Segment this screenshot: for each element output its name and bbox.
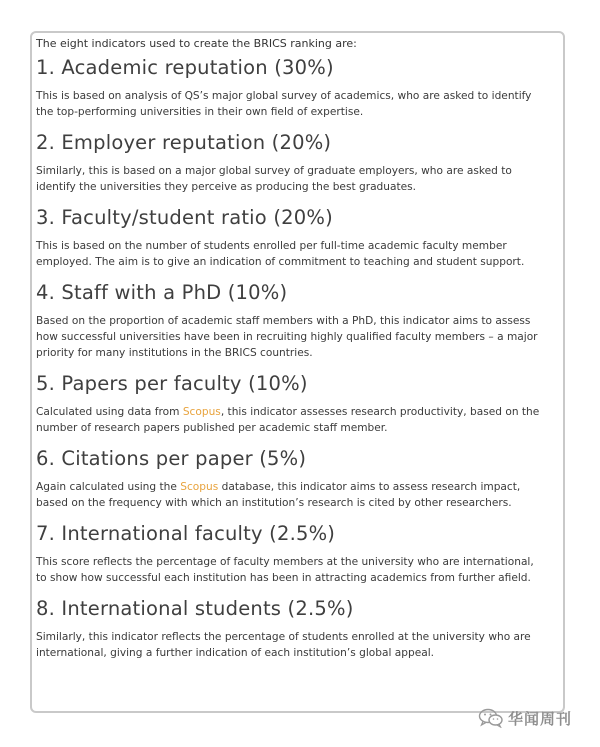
description-line bbox=[36, 404, 563, 420]
indicator-section bbox=[36, 372, 563, 436]
indicator-section bbox=[36, 206, 563, 270]
description-text: Similarly, this indicator reflects the percentage of students enrolled at the university who are bbox=[36, 631, 531, 643]
description-text: number of research papers published per academic staff member. bbox=[36, 422, 388, 434]
indicator-section bbox=[36, 447, 563, 511]
description-text: to show how successful each institution has been in attracting academics from further afield. bbox=[36, 572, 531, 584]
indicator-heading: 4. Staff with a PhD (10%) bbox=[36, 281, 288, 304]
description-text: This is based on the number of students enrolled per full-time academic faculty member bbox=[36, 240, 507, 252]
watermark-text: 华闻周刊 bbox=[508, 709, 573, 728]
indicator-description bbox=[36, 629, 563, 661]
content-panel bbox=[30, 31, 565, 713]
indicator-description bbox=[36, 238, 563, 270]
description-text: Based on the proportion of academic staff members with a PhD, this indicator aims to assess bbox=[36, 315, 531, 327]
description-line bbox=[36, 479, 563, 495]
description-text: based on the frequency with which an institution’s research is cited by other researchers. bbox=[36, 497, 512, 509]
description-text: Similarly, this is based on a major global survey of graduate employers, who are asked to bbox=[36, 165, 512, 177]
description-line bbox=[36, 313, 563, 329]
description-text: identify the universities they perceive as producing the best graduates. bbox=[36, 181, 417, 193]
indicator-heading: 2. Employer reputation (20%) bbox=[36, 131, 332, 154]
scopus-link[interactable]: Scopus bbox=[182, 406, 221, 418]
description-line bbox=[36, 629, 563, 645]
description-text: Calculated using data from bbox=[36, 406, 183, 418]
watermark bbox=[478, 707, 572, 729]
description-line bbox=[36, 495, 563, 511]
indicator-section bbox=[36, 131, 563, 195]
description-text: , this indicator assesses research productivity, based on the bbox=[220, 406, 540, 418]
description-line bbox=[36, 570, 563, 586]
indicator-section bbox=[36, 522, 563, 586]
indicator-heading: 1. Academic reputation (30%) bbox=[36, 56, 334, 79]
indicator-list bbox=[36, 56, 563, 661]
description-text: Again calculated using the bbox=[36, 481, 181, 493]
description-line bbox=[36, 345, 563, 361]
indicator-description bbox=[36, 404, 563, 436]
indicator-section bbox=[36, 597, 563, 661]
description-text: priority for many institutions in the BRICS countries. bbox=[36, 347, 313, 359]
description-text: This is based on analysis of QS’s major global survey of academics, who are asked to identify bbox=[36, 90, 532, 102]
indicator-section bbox=[36, 56, 563, 120]
description-line bbox=[36, 554, 563, 570]
indicator-heading: 7. International faculty (2.5%) bbox=[36, 522, 336, 545]
indicator-description bbox=[36, 479, 563, 511]
indicator-description bbox=[36, 313, 563, 361]
description-line bbox=[36, 329, 563, 345]
indicator-heading: 8. International students (2.5%) bbox=[36, 597, 354, 620]
description-line bbox=[36, 88, 563, 104]
indicator-section bbox=[36, 281, 563, 361]
description-text: employed. The aim is to give an indication of commitment to teaching and student support. bbox=[36, 256, 525, 268]
indicator-heading: 3. Faculty/student ratio (20%) bbox=[36, 206, 333, 229]
indicator-heading: 6. Citations per paper (5%) bbox=[36, 447, 307, 470]
wechat-icon bbox=[478, 708, 504, 728]
description-text: international, giving a further indication of each institution’s global appeal. bbox=[36, 647, 435, 659]
description-line bbox=[36, 254, 563, 270]
description-text: the top-performing universities in their own field of expertise. bbox=[36, 106, 364, 118]
intro-text: The eight indicators used to create the BRICS ranking are: bbox=[36, 37, 357, 50]
description-line bbox=[36, 238, 563, 254]
indicator-description bbox=[36, 163, 563, 195]
scopus-link[interactable]: Scopus bbox=[180, 481, 219, 493]
description-line bbox=[36, 104, 563, 120]
description-line bbox=[36, 645, 563, 661]
description-text: This score reflects the percentage of faculty members at the university who are international, bbox=[36, 556, 534, 568]
indicator-description bbox=[36, 88, 563, 120]
description-text: how successful universities have been in recruiting highly qualified faculty members – a major bbox=[36, 331, 538, 343]
indicator-description bbox=[36, 554, 563, 586]
description-line bbox=[36, 163, 563, 179]
description-line bbox=[36, 420, 563, 436]
description-text: database, this indicator aims to assess research impact, bbox=[218, 481, 521, 493]
description-line bbox=[36, 179, 563, 195]
indicator-heading: 5. Papers per faculty (10%) bbox=[36, 372, 308, 395]
